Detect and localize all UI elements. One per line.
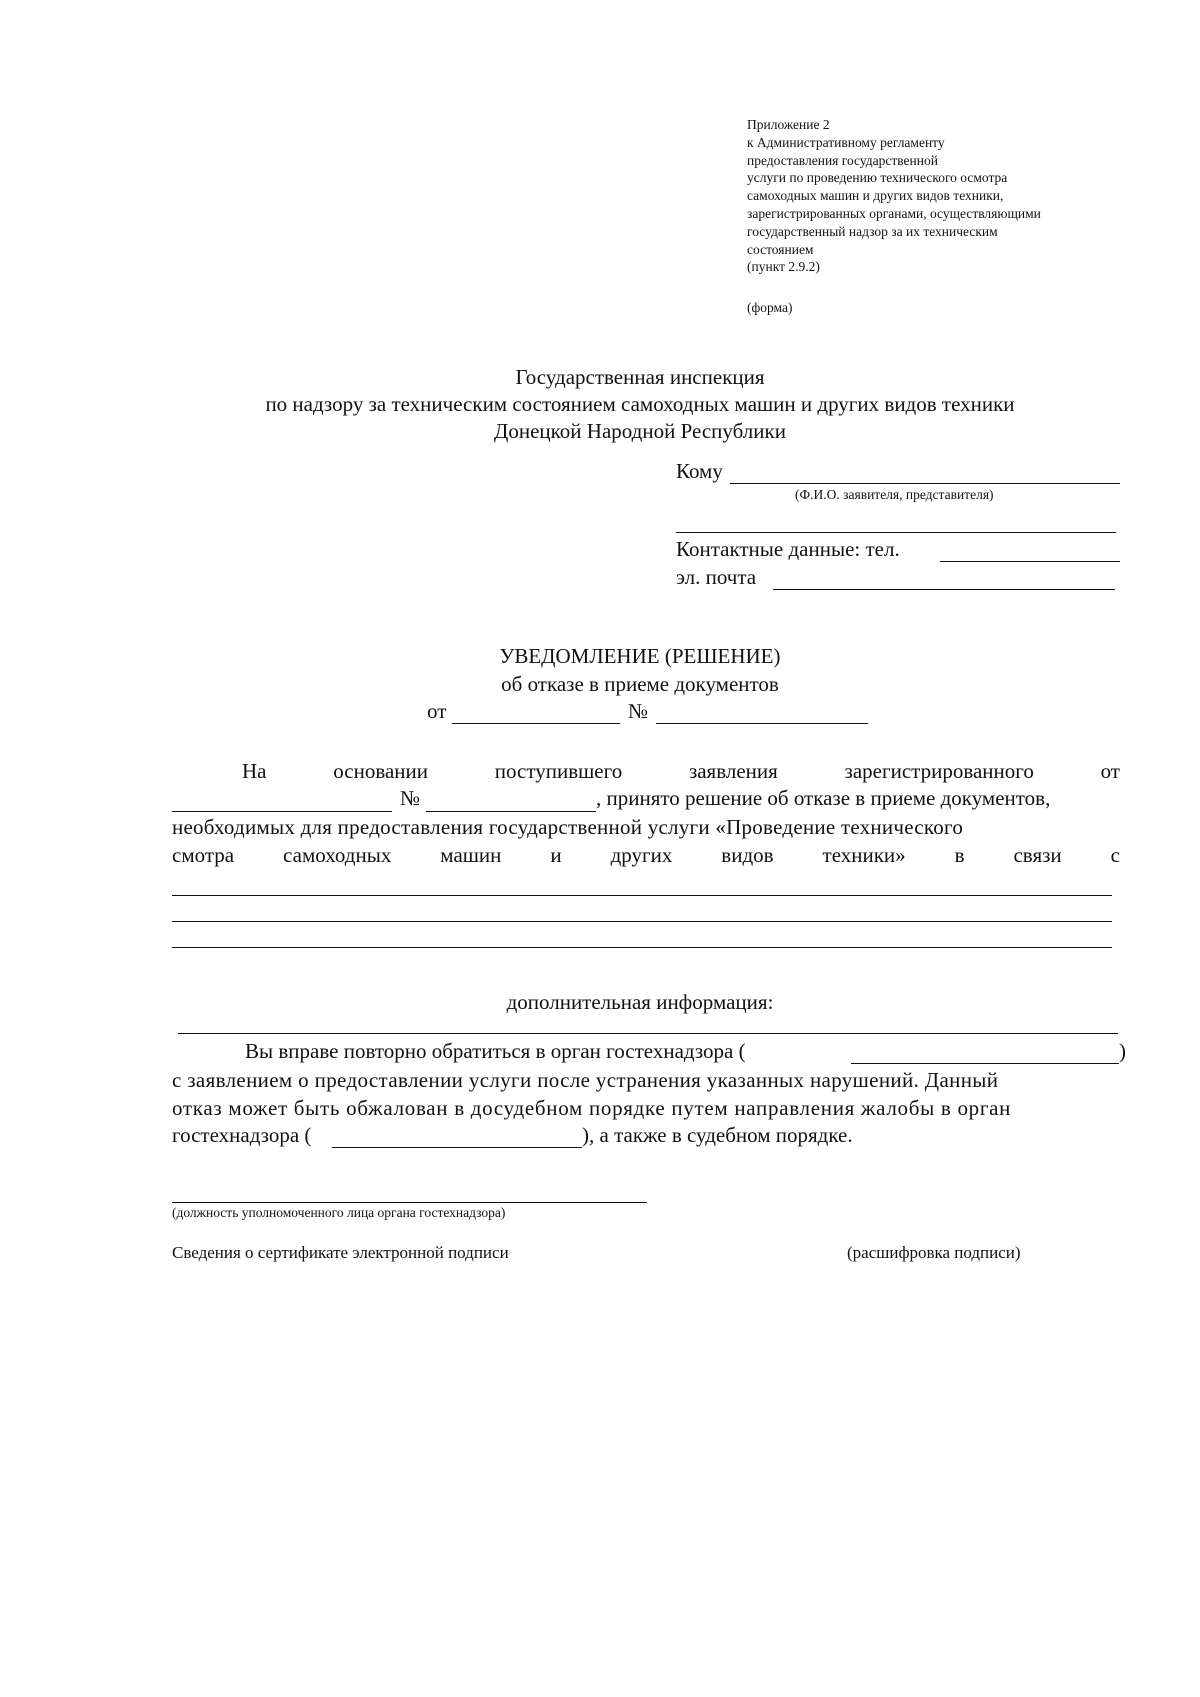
body-word: техники»	[822, 843, 906, 867]
additional-info-label: дополнительная информация:	[506, 990, 774, 1014]
appendix-block	[747, 116, 1041, 276]
body-word: и	[550, 843, 562, 867]
appendix-line: Приложение 2	[747, 117, 830, 132]
appendix-line: состоянием	[747, 241, 814, 257]
email-label: эл. почта	[676, 565, 757, 589]
registration-date-line[interactable]	[172, 811, 392, 812]
certificate-info: Сведения о сертификате электронной подписи	[172, 1243, 509, 1262]
appendix-line: предоставления государственной	[747, 152, 938, 168]
appendix-line: к Административному регламенту	[747, 134, 945, 150]
reason-line-1[interactable]	[172, 895, 1112, 896]
appendix-line: зарегистрированных органами, осуществляющими	[747, 205, 1041, 221]
appeal-line-2	[172, 1066, 1120, 1094]
notice-number-line[interactable]	[656, 723, 868, 724]
appeal-line-4-suffix: ), а также в судебном порядке.	[582, 1123, 853, 1147]
contacts-label: Контактные данные: тел.	[676, 537, 900, 561]
form-label: (форма)	[747, 300, 793, 315]
body-line-1	[172, 757, 1120, 785]
appeal-line-3	[172, 1094, 1120, 1122]
phone-line[interactable]	[940, 561, 1120, 562]
email-line[interactable]	[773, 589, 1115, 590]
appeal-line-1-close: )	[1119, 1039, 1126, 1063]
registration-number-sign: №	[400, 786, 421, 810]
recipient-extra-line[interactable]	[676, 532, 1116, 533]
body-word: с	[1110, 843, 1120, 867]
organization-header	[160, 364, 1120, 445]
body-word: основании	[333, 759, 428, 783]
appeal-line-3-text: отказ может быть обжалован в досудебном порядке путем направления жалобы в орган	[172, 1096, 1012, 1120]
body-word: смотра	[172, 843, 235, 867]
registration-number-line[interactable]	[426, 811, 596, 812]
body-word: видов	[721, 843, 774, 867]
notice-date-prefix: от	[427, 699, 447, 723]
signature-decoding-hint: (расшифровка подписи)	[847, 1243, 1021, 1262]
appeal-line-4-prefix: гостехнадзора (	[172, 1123, 312, 1147]
appeal-line-2-text: с заявлением о предоставлении услуги после устранения указанных нарушений. Данный	[172, 1068, 999, 1092]
body-word: заявления	[688, 759, 778, 783]
recipient-name-hint: (Ф.И.О. заявителя, представителя)	[795, 487, 994, 502]
appeal-authority-line-1[interactable]	[851, 1063, 1119, 1064]
appendix-line: услуги по проведению технического осмотра	[747, 170, 1008, 186]
body-word: самоходных	[283, 843, 392, 867]
appeal-line-1-text: Вы вправе повторно обратиться в орган гостехнадзора (	[245, 1039, 746, 1063]
reason-line-2[interactable]	[172, 921, 1112, 922]
notice-subtitle: об отказе в приеме документов	[501, 672, 779, 696]
body-word: других	[610, 843, 673, 867]
recipient-to-label: Кому	[676, 459, 723, 483]
organization-line: по надзору за техническим состоянием самоходных машин и других видов техники	[265, 392, 1015, 416]
body-line-2-text: , принято решение об отказе в приеме документов,	[596, 786, 1051, 810]
organization-line: Донецкой Народной Республики	[494, 419, 786, 443]
appendix-line: (пункт 2.9.2)	[747, 259, 820, 275]
organization-line: Государственная инспекция	[515, 365, 765, 389]
notice-date-line[interactable]	[452, 723, 620, 724]
body-word: машин	[440, 843, 502, 867]
body-word: от	[1100, 759, 1120, 783]
position-hint: (должность уполномоченного лица органа гостехнадзора)	[172, 1205, 506, 1220]
notice-title: УВЕДОМЛЕНИЕ (РЕШЕНИЕ)	[499, 644, 781, 668]
body-word: поступившего	[494, 759, 623, 783]
recipient-name-line[interactable]	[730, 483, 1120, 484]
body-line-4	[172, 841, 1120, 869]
reason-line-3[interactable]	[172, 947, 1112, 948]
body-word: в	[954, 843, 965, 867]
notice-number-sign: №	[628, 699, 649, 723]
body-word: На	[242, 759, 267, 783]
body-word: зарегистрированного	[844, 759, 1034, 783]
notice-title-block	[160, 642, 1120, 698]
body-line-3-text: необходимых для предоставления государственной услуги «Проведение технического	[172, 815, 964, 839]
appendix-line: государственный надзор за их техническим	[747, 223, 998, 239]
body-line-3	[172, 813, 1120, 841]
appendix-line: самоходных машин и других видов техники,	[747, 188, 1004, 204]
appeal-authority-line-2[interactable]	[332, 1147, 582, 1148]
additional-info-line[interactable]	[178, 1033, 1118, 1034]
body-word: связи	[1013, 843, 1062, 867]
position-signature-line[interactable]	[172, 1202, 647, 1203]
